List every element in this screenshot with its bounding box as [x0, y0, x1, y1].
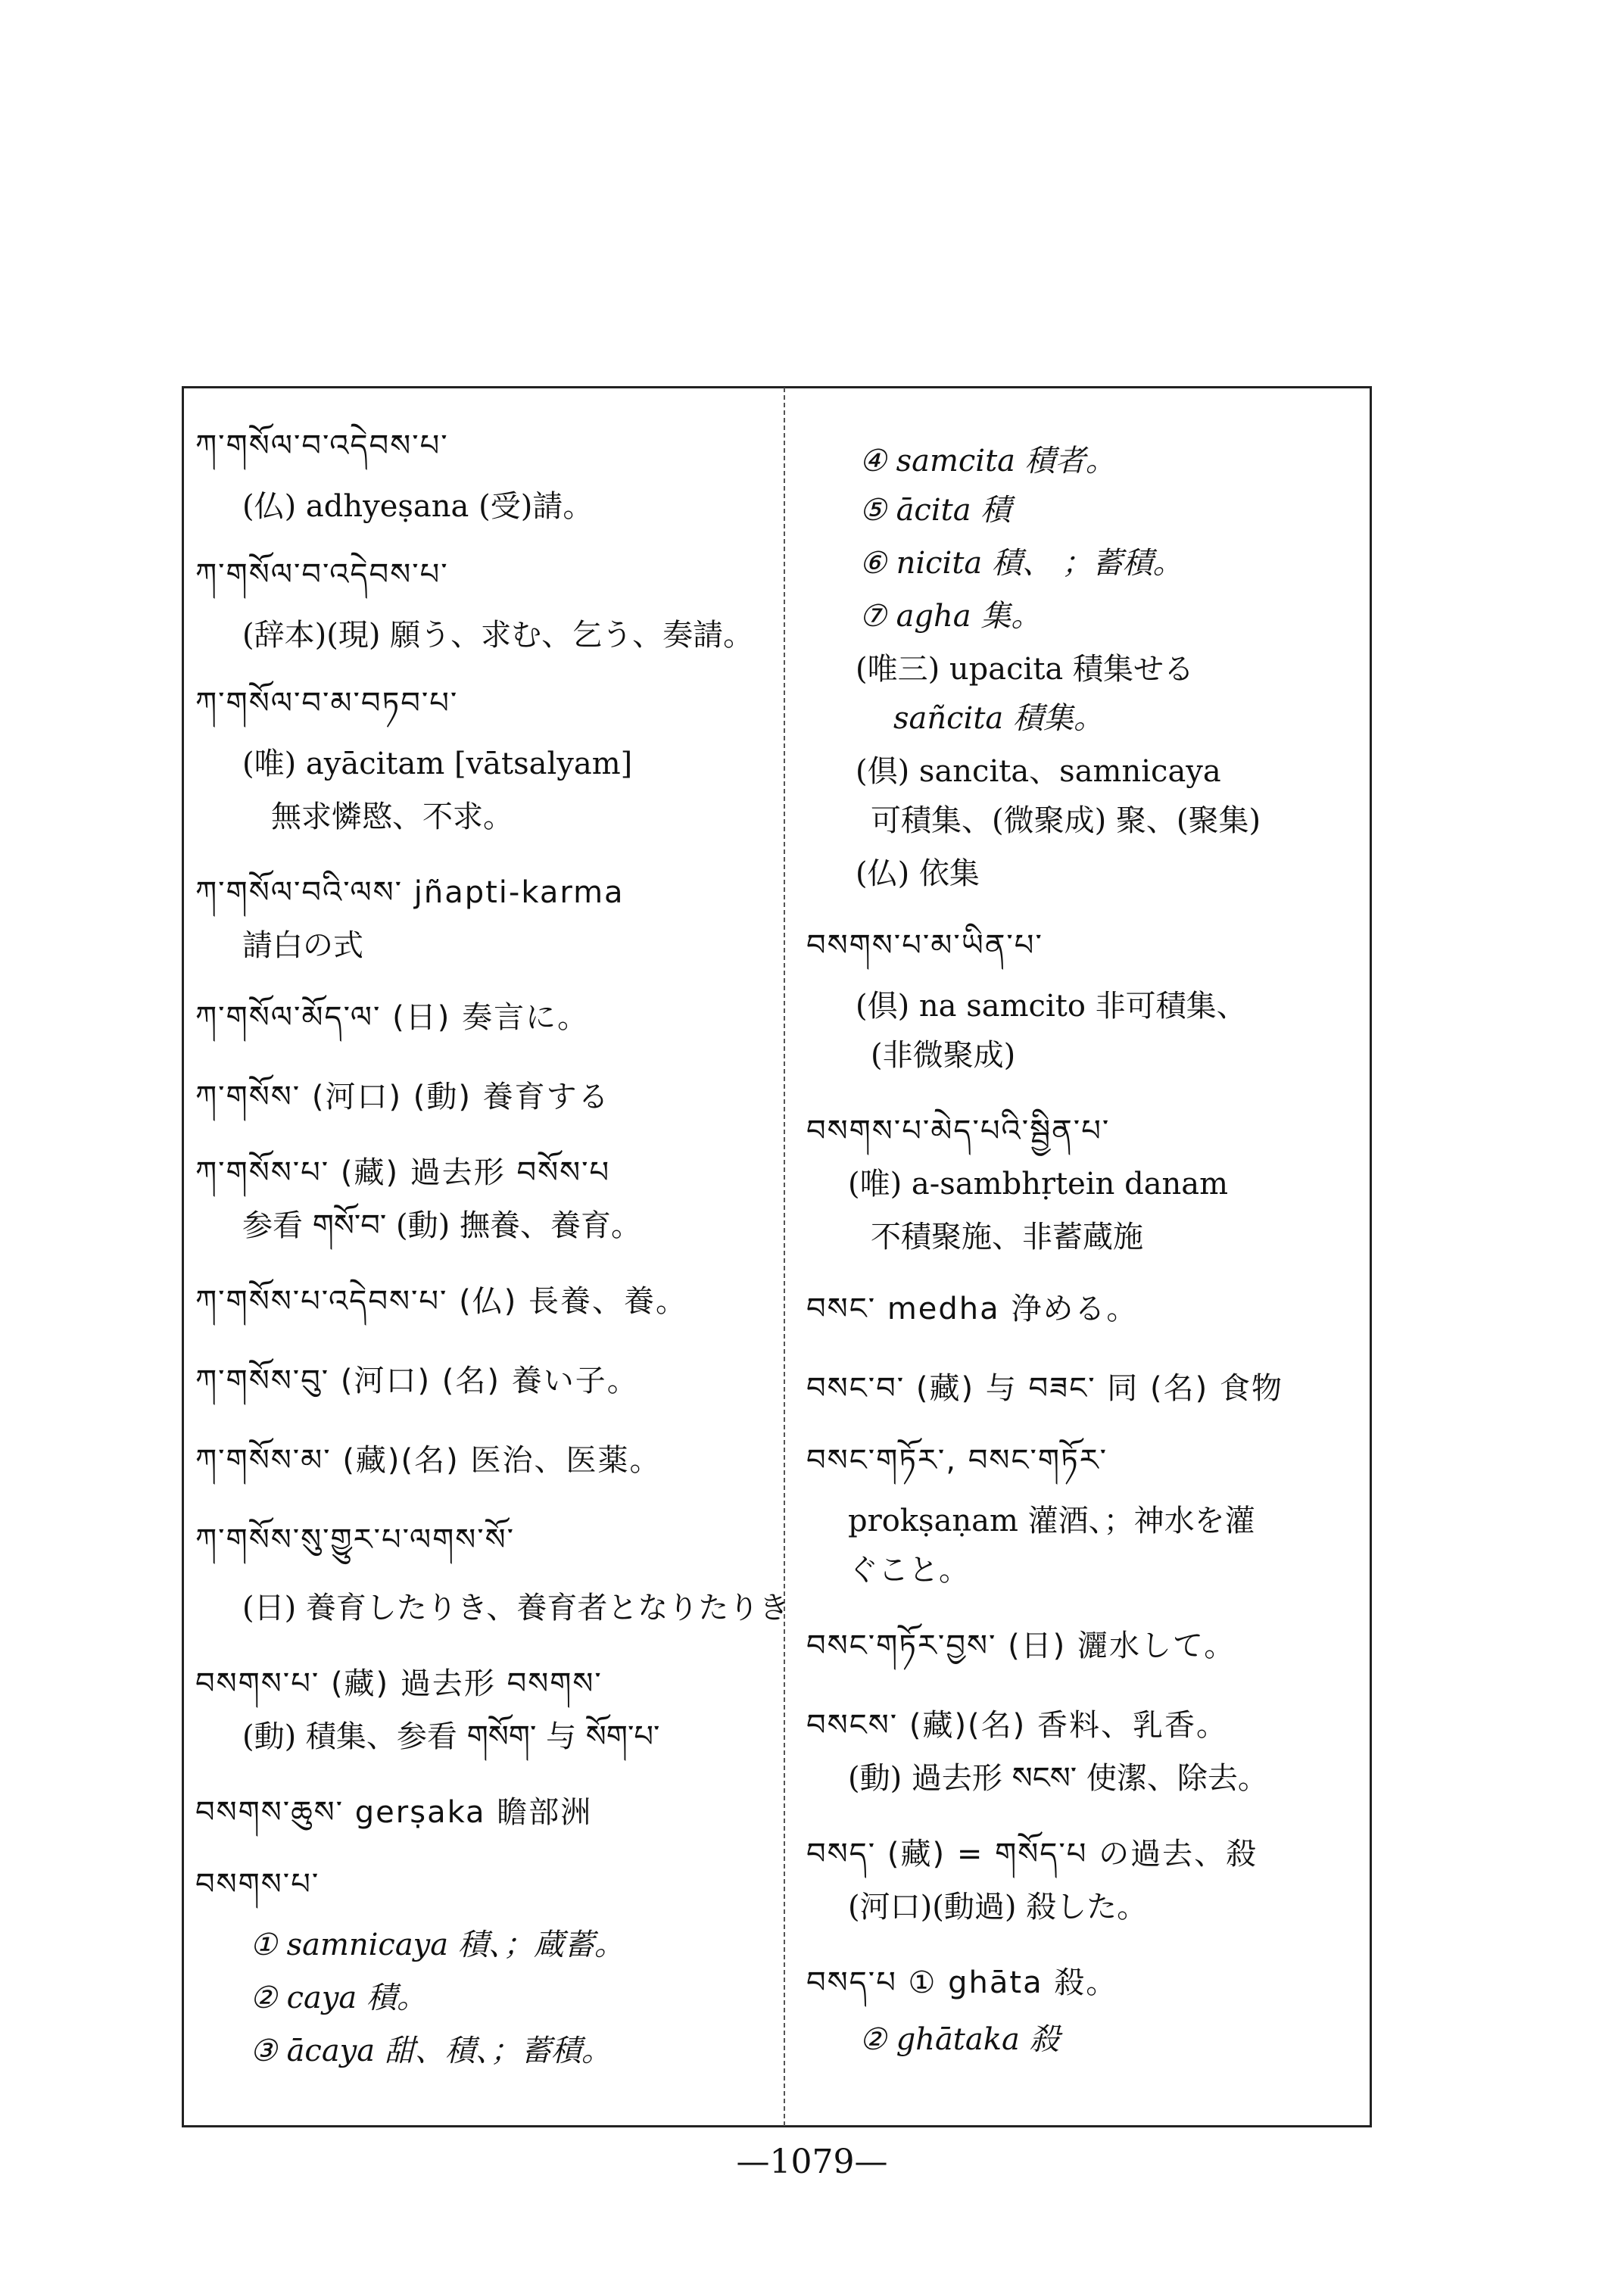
entry-definition: ① samnicaya 積、；蔵蓄。 [250, 1928, 625, 1962]
entry-headword: ཀ་གསོས་སུ་གྱུར་པ་ལགས་སོ་ [195, 1523, 516, 1557]
entry-headword: ཀ་གསོས་པ་འདེབས་པ་ (仏) 長養、養。 [195, 1284, 688, 1319]
entry-definition: ④ samcita 積者。 [859, 444, 1116, 478]
entry-definition: (辞本)(現) 願う、求む、乞う、奏請。 [242, 618, 754, 653]
entry-definition: (動) 積集、参看 གསོག་ 与 སོག་པ་ [242, 1719, 660, 1754]
entry-definition: 参看 གསོ་བ་ (動) 撫養、養育。 [242, 1208, 641, 1243]
entry-definition: (仏) adhyeṣana (受)請。 [242, 489, 594, 524]
entry-definition: (唯三) upacita 積集せる [856, 652, 1194, 687]
entry-definition: (倶) na samcito 非可積集、 [856, 989, 1247, 1024]
entry-definition: (非微聚成) [871, 1038, 1016, 1073]
entry-definition: (河口)(動過) 殺した。 [848, 1890, 1148, 1925]
entry-definition: (唯) ayācitam [vātsalyam] [242, 746, 633, 781]
entry-definition: (日) 養育したりき、養育者となりたりき [242, 1591, 790, 1625]
entry-headword: བསང་གཏོར་, བསང་གཏོར་ [806, 1443, 1108, 1478]
entry-headword: ཀ་གསོས་བུ་ (河口) (名) 養い子。 [195, 1364, 639, 1398]
entry-headword: ཀ་གསོལ་མོད་ལ་ (日) 奏言に。 [195, 1000, 590, 1035]
entry-definition: ② ghātaka 殺 [859, 2022, 1060, 2057]
entry-definition: (動) 過去形 སངས་ 使潔、除去。 [848, 1761, 1268, 1796]
entry-definition: prokṣaṇam 灌酒、；神水を灌 [848, 1504, 1255, 1538]
entry-headword: བསང་གཏོར་བྱས་ (日) 灑水して。 [806, 1629, 1236, 1663]
entry-definition: ⑥ nicita 積、 ；蓄積。 [859, 546, 1183, 581]
entry-headword: བསགས་པ་ (藏) 過去形 བསགས་ [195, 1666, 603, 1701]
entry-definition: ぐこと。 [848, 1553, 969, 1588]
entry-definition: 無求憐愍、不求。 [271, 799, 513, 834]
entry-headword: བསང་ medha 浄める。 [806, 1292, 1139, 1326]
entry-definition: (唯) a-sambhṛtein danam [848, 1167, 1229, 1202]
entry-definition: 不積聚施、非蓄蔵施 [871, 1220, 1143, 1255]
entry-headword: བསངས་ (藏)(名) 香料、乳香。 [806, 1708, 1228, 1743]
column-divider [784, 388, 785, 2126]
entry-definition: ⑤ ācita 積 [859, 493, 1011, 528]
entry-headword: ཀ་གསོས་ (河口) (動) 養育する [195, 1080, 610, 1114]
entry-headword: ཀ་གསོལ་བའི་ལས་ jñapti-karma [195, 875, 625, 910]
entry-definition: 請白の式 [242, 928, 363, 963]
entry-headword: ཀ་གསོས་པ་ (藏) 過去形 བསོས་པ [195, 1155, 611, 1190]
entry-definition: (倶) sancita、samnicaya [856, 754, 1221, 789]
entry-definition: (仏) 依集 [856, 856, 980, 891]
entry-headword: བསགས་ཆུས་ gerṣaka 瞻部洲 [195, 1795, 593, 1830]
entry-definition: 可積集、(微聚成) 聚、(聚集) [871, 803, 1261, 838]
entry-definition: ③ ācaya 甜、積、；蓄積。 [250, 2034, 612, 2068]
entry-headword: བསགས་པ་མེད་པའི་སྦྱིན་པ་ [806, 1114, 1111, 1149]
entry-headword: ཀ་གསོལ་བ་འདེབས་པ་ [195, 557, 449, 592]
entry-headword: བསད་པ ① ghāta 殺。 [806, 1965, 1118, 2000]
entry-definition: ② caya 積。 [250, 1981, 427, 2015]
entry-headword: བསང་བ་ (藏) 与 བཟང་ 同 (名) 食物 [806, 1371, 1283, 1406]
entry-definition: ⑦ agha 集。 [859, 599, 1042, 634]
page-number: —1079— [736, 2143, 888, 2181]
entry-headword: ཀ་གསོལ་བ་མ་བཏབ་པ་ [195, 686, 459, 721]
entry-headword: བསགས་པ་ [195, 1867, 320, 1902]
entry-definition: sañcita 積集。 [893, 701, 1104, 736]
entry-headword: བསད་ (藏) = གསོད་པ の過去、殺 [806, 1837, 1258, 1872]
entry-headword: ཀ་གསོས་མ་ (藏)(名) 医治、医薬。 [195, 1443, 662, 1478]
entry-headword: ཀ་གསོལ་བ་འདེབས་པ་ [195, 429, 449, 463]
entry-headword: བསགས་པ་མ་ཡིན་པ་ [806, 928, 1043, 963]
